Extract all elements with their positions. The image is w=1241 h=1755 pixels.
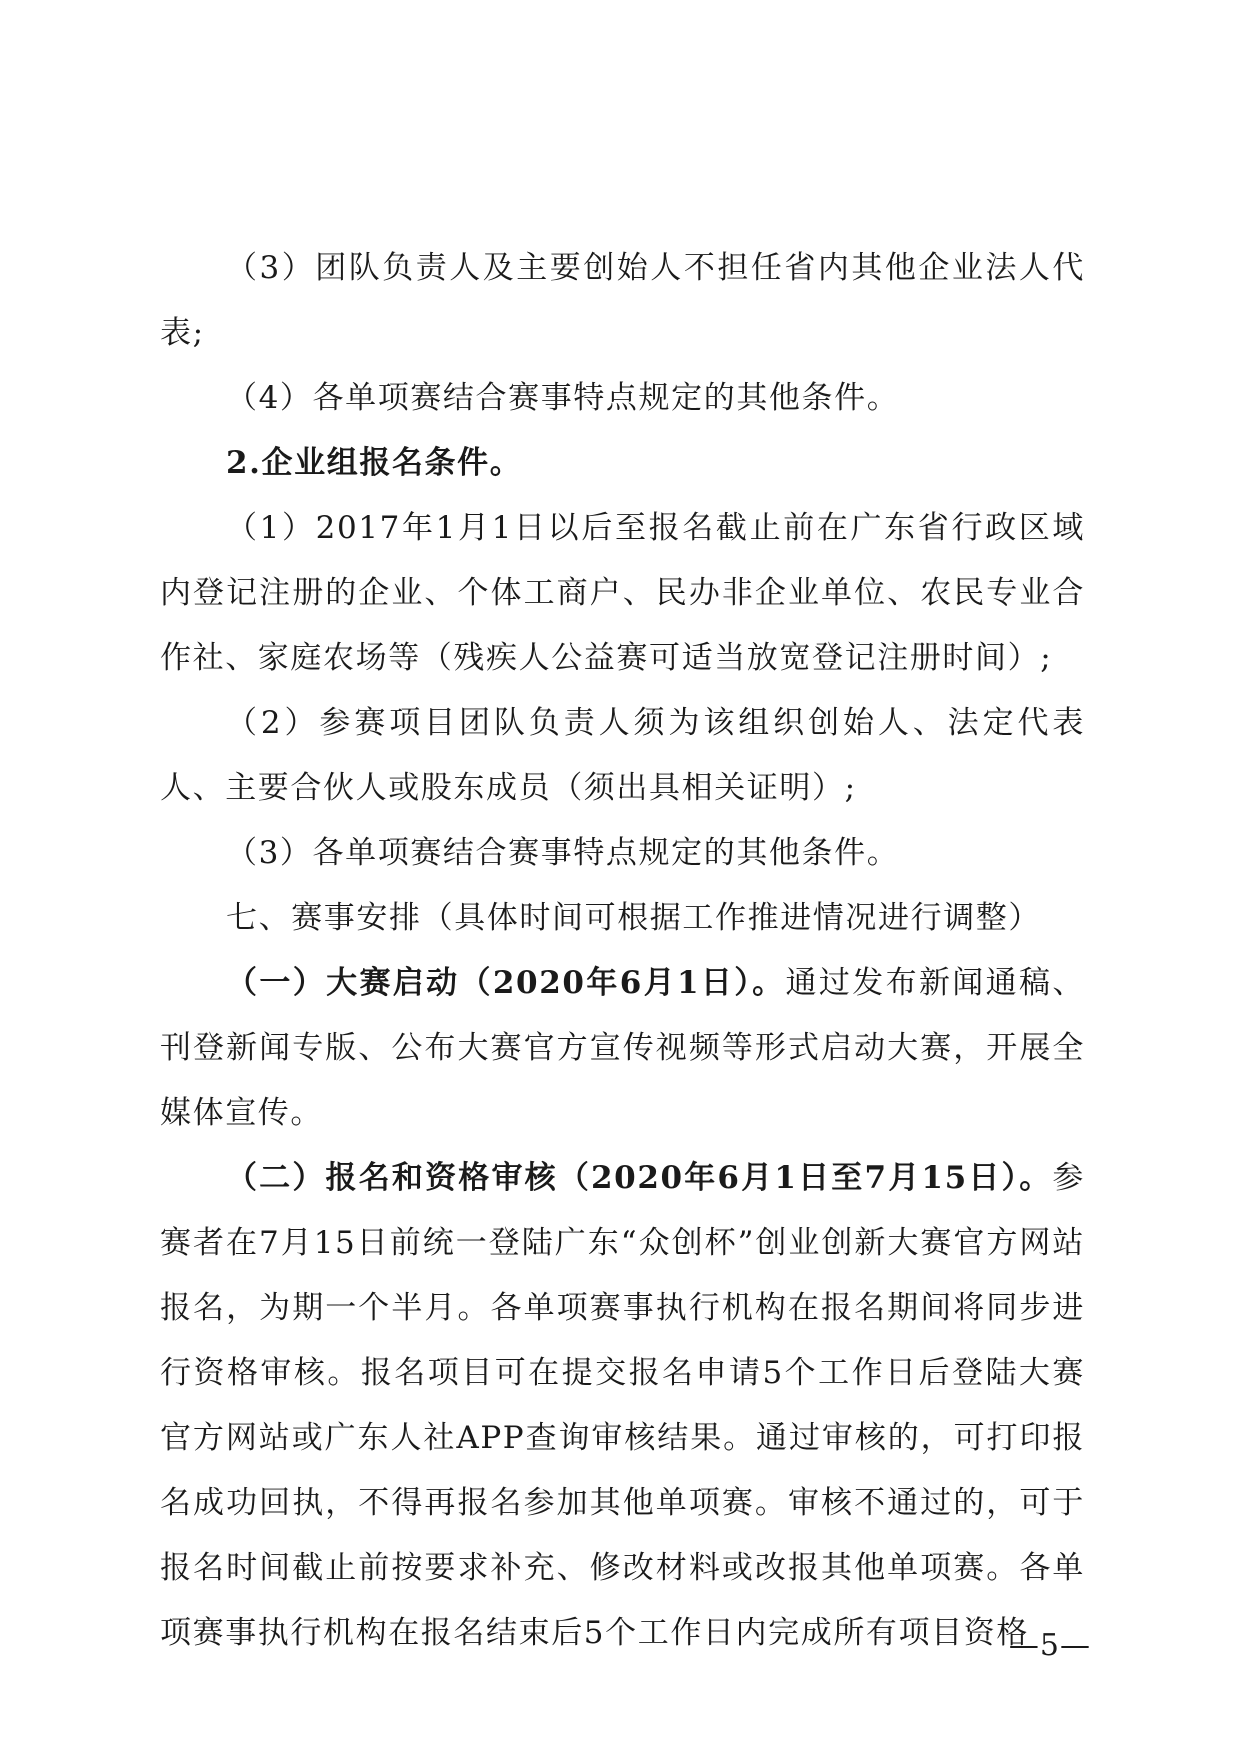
page-number: —5—: [1008, 1628, 1091, 1663]
paragraph-team-leader-condition: （3）团队负责人及主要创始人不担任省内其他企业法人代表;: [160, 250, 1085, 351]
paragraph-registration-review: [160, 1146, 1085, 1666]
paragraph-other-conditions-1: （4）各单项赛结合赛事特点规定的其他条件。: [226, 380, 900, 416]
document-body: [160, 236, 1085, 1666]
paragraph-other-conditions-2: （3）各单项赛结合赛事特点规定的其他条件。: [226, 835, 900, 871]
competition-launch-text: 通过发布新闻通稿、刊登新闻专版、公布大赛官方宣传视频等形式启动大赛，开展全媒体宣传。: [160, 965, 1085, 1131]
registration-review-text: 参赛者在7月15日前统一登陆广东“众创杯”创业创新大赛官方网站报名，为期一个半月。各单项赛事执行机构在报名期间将同步进行资格审核。报名项目可在提交报名申请5个工作日后登陆大赛官方网站或广东人社APP查询审核结果。通过审核的，可打印报名成功回执，不得再报名参加其他单项赛。审核不通过的，可于报名时间截止前按要求补充、修改材料或改报其他单项赛。各单项赛事执行机构在报名结束后5个工作日内完成所有项目资格: [160, 1160, 1085, 1651]
competition-launch-lead: （一）大赛启动（2020年6月1日）。: [226, 965, 786, 1001]
paragraph-project-leader-condition: （2）参赛项目团队负责人须为该组织创始人、法定代表人、主要合伙人或股东成员（须出具相关证明）;: [160, 705, 1085, 806]
paragraph-registration-date-condition: （1）2017年1月1日以后至报名截止前在广东省行政区域内登记注册的企业、个体工商户、民办非企业单位、农民专业合作社、家庭农场等（残疾人公益赛可适当放宽登记注册时间）;: [160, 510, 1085, 676]
heading-enterprise-group-conditions: 2.企业组报名条件。: [226, 445, 523, 481]
paragraph-competition-launch: [160, 951, 1085, 1146]
registration-review-lead: （二）报名和资格审核（2020年6月1日至7月15日）。: [226, 1160, 1053, 1196]
heading-competition-schedule: 七、赛事安排（具体时间可根据工作推进情况进行调整）: [226, 900, 1041, 936]
